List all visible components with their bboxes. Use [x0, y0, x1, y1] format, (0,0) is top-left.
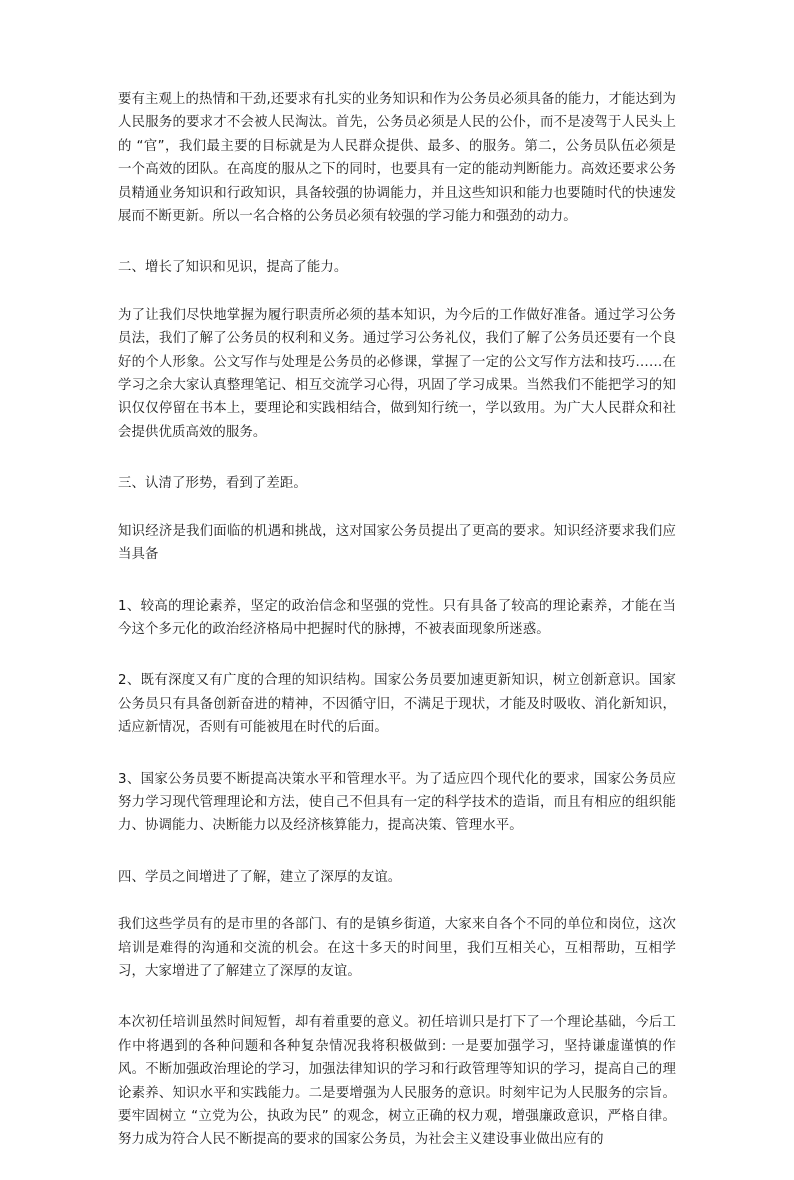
paragraph-friendship: 我们这些学员有的是市里的各部门、有的是镇乡街道，大家来自各个不同的单位和岗位，这次培训是难得的沟通和交流的机会。在这十多天的时间里，我们互相关心，互相帮助，互相学习，大家增进了了解建立了深厚的友谊。 — [118, 917, 676, 979]
paragraph-duties: 要有主观上的热情和干劲,还要求有扎实的业务知识和作为公务员必须具备的能力，才能达到为人民服务的要求才不会被人民淘汰。首先，公务员必须是人民的公仆，而不是凌驾于人民头上的 “官”，我们最主要的目标就是为人民群众提供、最多、的服务。第二，公务员队伍必须是一个高效的团队。在高度的服从之下的同时，也要具有一定的能动判断能力。高效还要求公务员精通业务知识和行政知识，具备较强的协调能力，并且这些知识和能力也要随时代的快速发展而不断更新。所以一名合格的公务员必须有较强的学习能力和强劲的动力。 — [118, 92, 676, 225]
list-item-theory: 1、较高的理论素养，坚定的政治信念和坚强的党性。只有具备了较高的理论素养，才能在当今这个多元化的政治经济格局中把握时代的脉搏，不被表面现象所迷惑。 — [118, 598, 676, 637]
section-heading-situation: 三、认清了形势，看到了差距。 — [118, 476, 307, 492]
paragraph-knowledge: 为了让我们尽快地掌握为履行职责所必须的基本知识，为今后的工作做好准备。通过学习公务员法，我们了解了公务员的权利和义务。通过学习公务礼仪，我们了解了公务员还要有一个良好的个人形象。公文写作与处理是公务员的必修课，掌握了一定的公文写作方法和技巧……在学习之余大家认真整理笔记、相互交流学习心得，巩固了学习成果。当然我们不能把学习的知识仅仅停留在书本上，要理论和实践相结合，做到知行统一，学以致用。为广大人民群众和社会提供优质高效的服务。 — [118, 307, 676, 440]
paragraph-knowledge-economy: 知识经济是我们面临的机遇和挑战，这对国家公务员提出了更高的要求。知识经济要求我们应当具备 — [118, 523, 676, 563]
list-item-knowledge-structure: 2、既有深度又有广度的合理的知识结构。国家公务员要加速更新知识，树立创新意识。国家公务员只有具备创新奋进的精神，不因循守旧，不满足于现状，才能及时吸收、消化新知识，适应新情况，否则有可能被甩在时代的后面。 — [118, 673, 676, 736]
document-body — [118, 88, 676, 1180]
list-item-decision-making: 3、国家公务员要不断提高决策水平和管理水平。为了适应四个现代化的要求，国家公务员应努力学习现代管理理论和方法，使自己不但具有一定的科学技术的造诣，而且有相应的组织能力、协调能力、决断能力以及经济核算能力，提高决策、管理水平。 — [118, 771, 676, 834]
section-heading-knowledge: 二、增长了知识和见识，提高了能力。 — [118, 260, 348, 276]
paragraph-conclusion: 本次初任培训虽然时间短暂，却有着重要的意义。初任培训只是打下了一个理论基础，今后工作中将遇到的各种问题和各种复杂情况我将积极做到: 一是要加强学习，坚持谦虚谨慎的作风。不断加强政治理论的学习，加强法律知识的学习和行政管理等知识的学习，提高自己的理论素养、知识水平和实践能力。二是要增强为人民服务的意识。时刻牢记为人民服务的宗旨。要牢固树立 “立党为公，执政为民” 的观念，树立正确的权力观，增强廉政意识，严格自律。努力成为符合人民不断提高的要求的国家公务员，为社会主义建设事业做出应有的 — [118, 1015, 676, 1148]
section-heading-friendship: 四、学员之间增进了了解，建立了深厚的友谊。 — [118, 869, 402, 885]
